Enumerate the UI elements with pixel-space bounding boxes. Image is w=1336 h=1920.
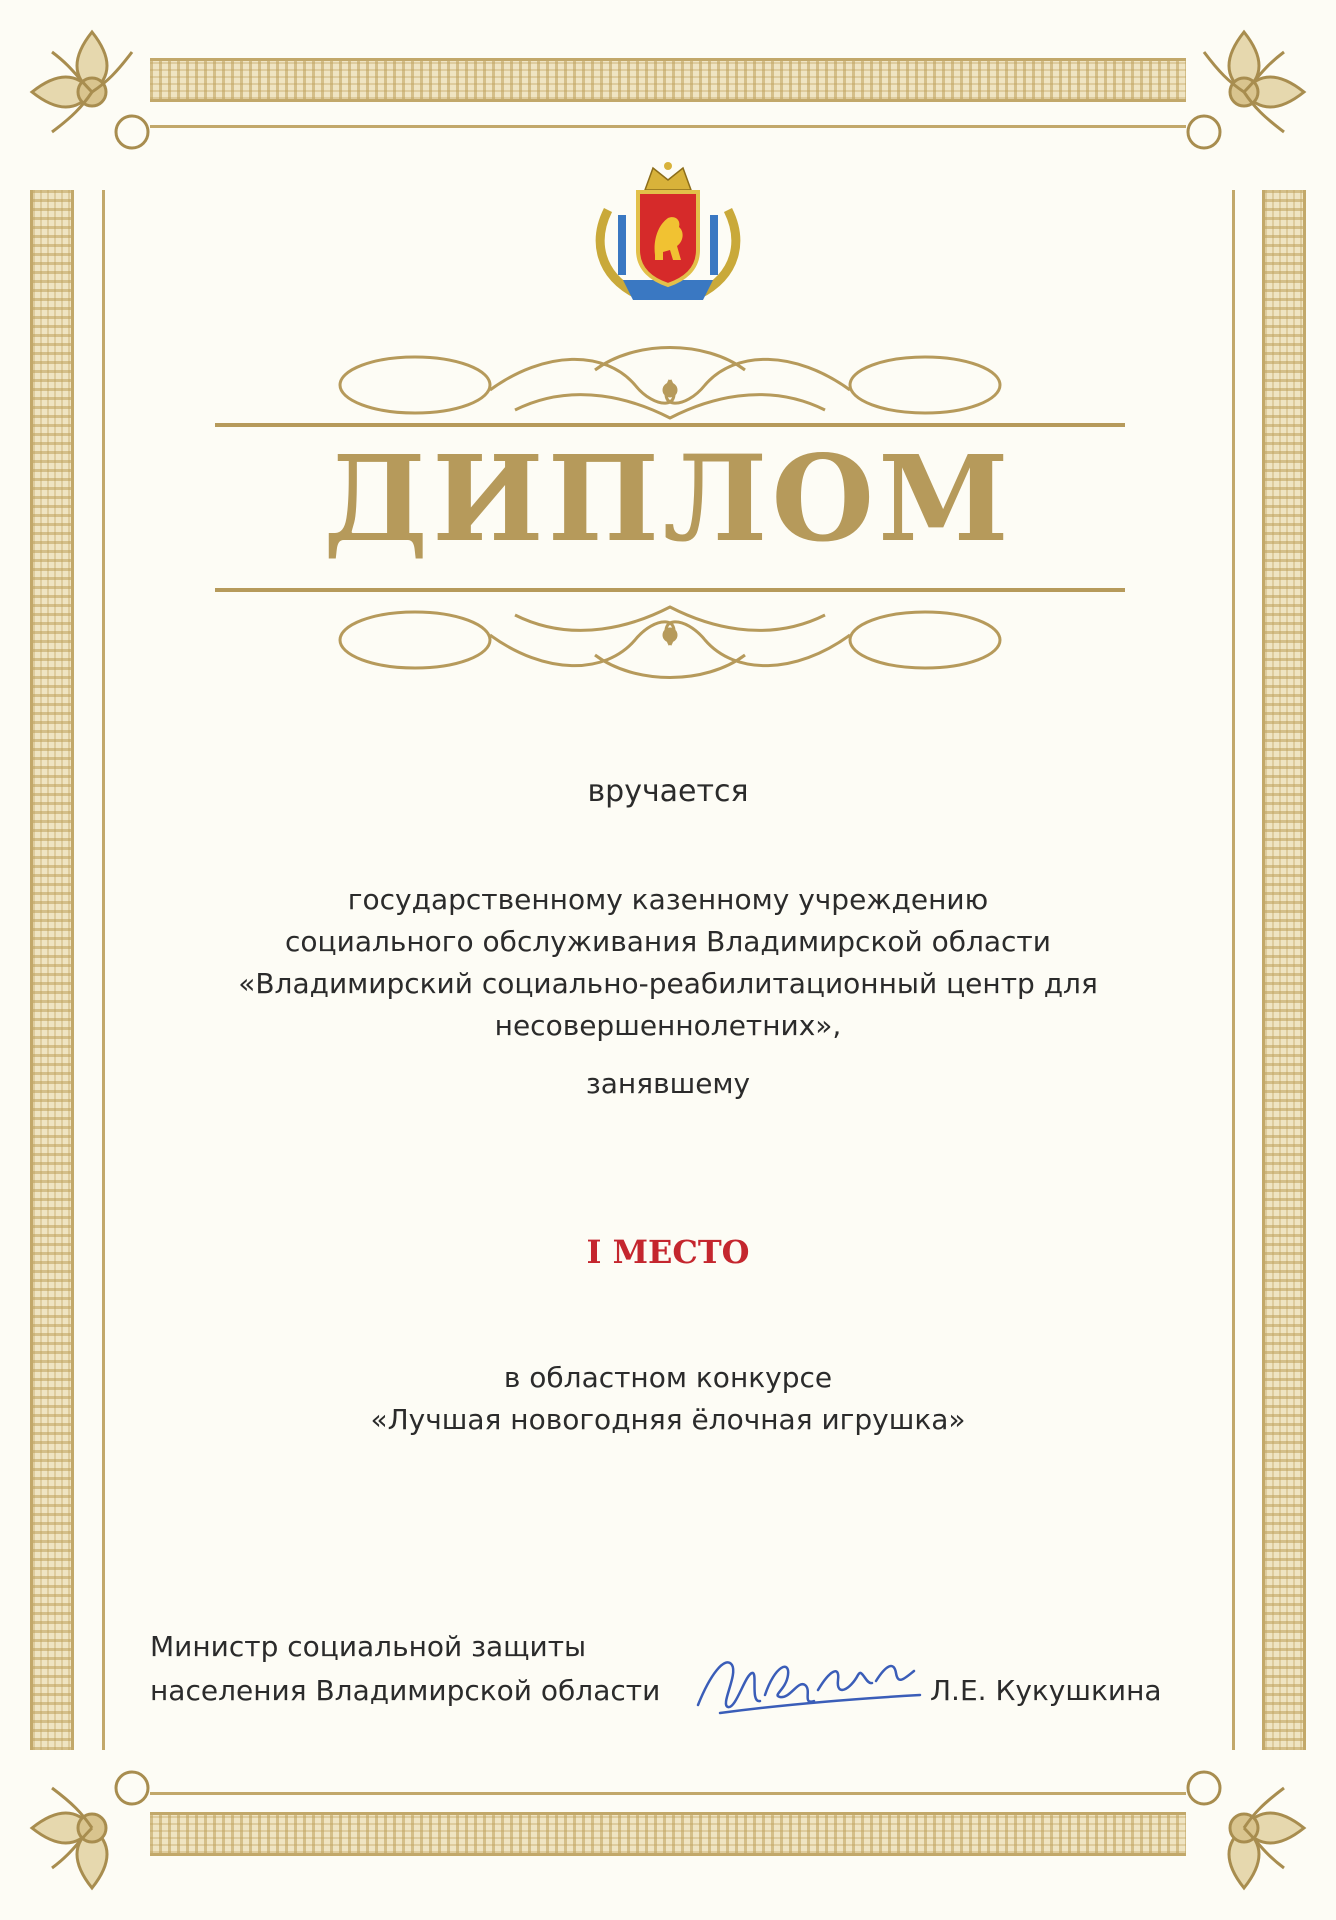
frame-top-band	[150, 58, 1186, 102]
recipient-line: социального обслуживания Владимирской области	[285, 925, 1051, 958]
contest-line: «Лучшая новогодняя ёлочная игрушка»	[370, 1403, 966, 1436]
signer-position-line: населения Владимирской области	[150, 1674, 661, 1707]
frame-inner-line-bottom	[150, 1792, 1186, 1795]
recipient-line: несовершеннолетних»,	[494, 1009, 842, 1042]
document-title: ДИПЛОМ	[323, 429, 1013, 568]
frame-bottom-band	[150, 1812, 1186, 1856]
recipient-line: «Владимирский социально-реабилитационный центр для	[238, 967, 1098, 1000]
title-ornament-bottom	[215, 575, 1125, 695]
signer-name: Л.Е. Кукушкина	[930, 1674, 1162, 1707]
fleur-ornament-icon	[1174, 1758, 1314, 1898]
taken-text: занявшему	[585, 1067, 751, 1100]
awarded-text: вручается	[587, 774, 749, 809]
fleur-ornament-icon	[22, 1758, 162, 1898]
fleur-ornament-icon	[22, 22, 162, 162]
vladimir-region-coat-of-arms-icon	[583, 160, 753, 310]
signer-position-line: Министр социальной защиты	[150, 1630, 587, 1663]
contest-line: в областном конкурсе	[503, 1361, 833, 1394]
recipient-line: государственному казенному учреждению	[347, 883, 989, 916]
place-text: I МЕСТО	[586, 1233, 750, 1271]
frame-inner-line-top	[150, 125, 1186, 128]
fleur-ornament-icon	[1174, 22, 1314, 162]
handwritten-signature	[690, 1635, 930, 1725]
